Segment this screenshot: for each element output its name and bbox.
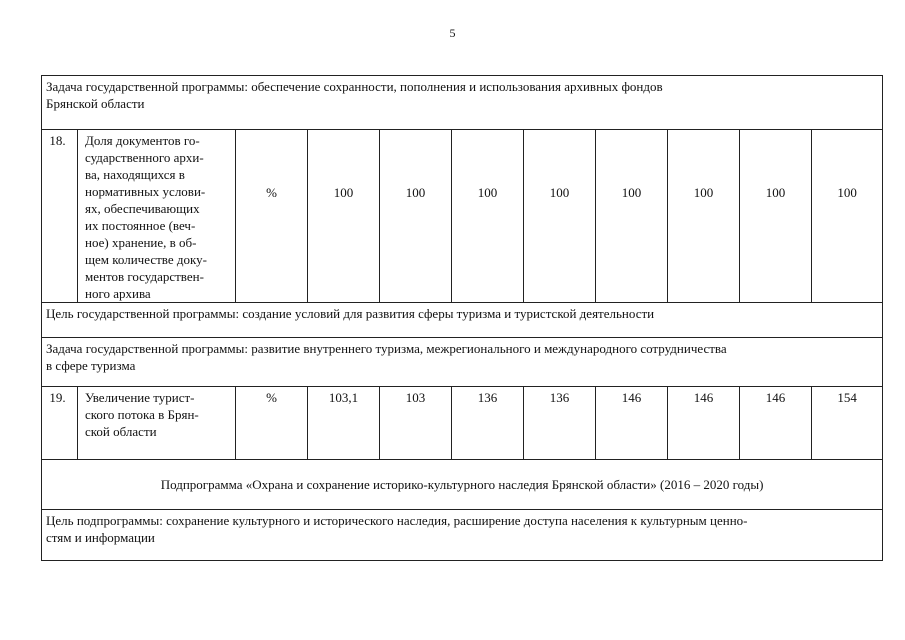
indicator-name [78,130,236,303]
indicator-name-line: ное) хранение, в об- [85,235,197,250]
subprogram-row [42,460,883,510]
task-text-line: Брянской области [46,96,145,111]
value-cell: 154 [812,387,883,460]
value-cell: 100 [380,130,452,303]
goal-row-heritage [42,510,883,561]
subprogram-title: Подпрограмма «Охрана и сохранение историко-культурного наследия Брянской области» (2016 – 2020 годы) [42,460,883,510]
task-cell-archives [42,76,883,130]
indicator-name-line: ментов государствен- [85,269,204,284]
unit-cell: % [236,387,308,460]
goal-text-line: стям и информации [46,530,155,545]
indicator-name-line: ного архива [85,286,151,301]
unit-cell: % [236,130,308,303]
value-cell: 100 [812,130,883,303]
value-cell: 103,1 [308,387,380,460]
indicator-name-line: щем количестве доку- [85,252,207,267]
indicator-name-line: их постоянное (веч- [85,218,196,233]
value-cell: 100 [308,130,380,303]
value-cell: 146 [596,387,668,460]
value-cell: 100 [524,130,596,303]
indicator-name-line: ях, обеспечивающих [85,201,200,216]
indicator-name-line: ского потока в Брян- [85,407,199,422]
value-cell: 146 [668,387,740,460]
task-text-line: Задача государственной программы: развитие внутреннего туризма, межрегионального и международного сотрудничества [46,341,727,356]
task-text-line: в сфере туризма [46,358,136,373]
value-cell: 100 [596,130,668,303]
value-cell: 136 [452,387,524,460]
table-row [42,130,883,303]
task-text-line: Задача государственной программы: обеспечение сохранности, пополнения и использования архивных фондов [46,79,663,94]
task-row-tourism [42,338,883,387]
value-cell: 146 [740,387,812,460]
indicator-name-line: Доля документов го- [85,133,200,148]
indicator-name [78,387,236,460]
value-cell: 100 [668,130,740,303]
value-cell: 103 [380,387,452,460]
indicator-name-line: Увеличение турист- [85,390,195,405]
goal-row-tourism [42,303,883,338]
row-number: 18. [42,130,78,303]
goal-text-line: Цель государственной программы: создание условий для развития сферы туризма и туристской деятельности [46,306,655,321]
goal-text-line: Цель подпрограммы: сохранение культурного и исторического наследия, расширение доступа населения к культурным ценно- [46,513,748,528]
goal-cell-tourism [42,303,883,338]
indicator-name-line: ва, находящихся в [85,167,185,182]
goal-cell-heritage [42,510,883,561]
value-cell: 136 [524,387,596,460]
table-row [42,387,883,460]
page-number: 5 [449,26,456,40]
value-cell: 100 [452,130,524,303]
indicator-name-line: сударственного архи- [85,150,204,165]
indicator-name-line: нормативных услови- [85,184,206,199]
value-cell: 100 [740,130,812,303]
indicator-table [41,75,883,561]
indicator-name-line: ской области [85,424,157,439]
task-row-archives [42,76,883,130]
row-number: 19. [42,387,78,460]
task-cell-tourism [42,338,883,387]
